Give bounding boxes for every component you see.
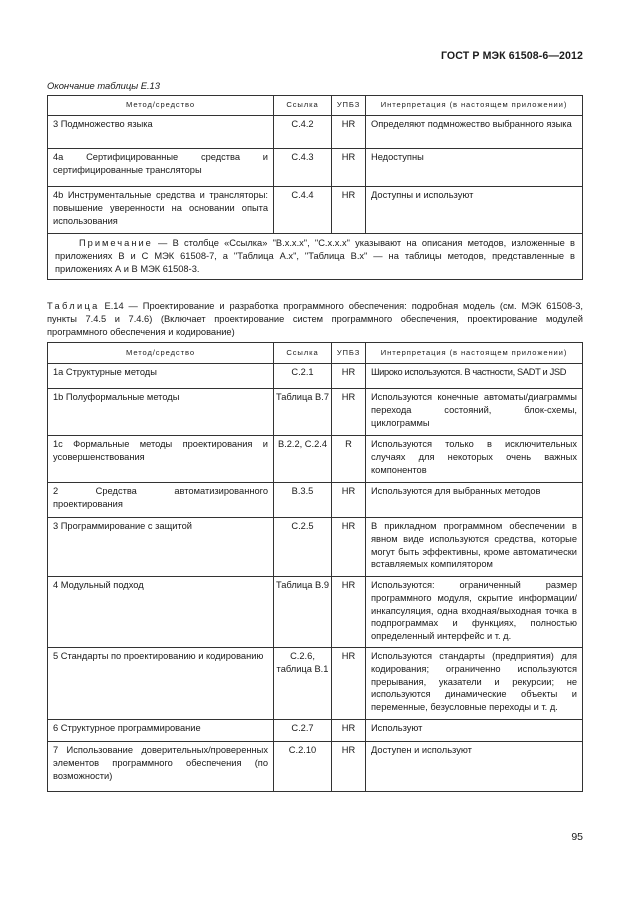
cell-interpretation: Доступны и используют xyxy=(366,187,583,234)
cell-method: 3 Подмножество языка xyxy=(48,116,274,149)
page-number: 95 xyxy=(571,831,583,843)
cell-method: 1а Структурные методы xyxy=(48,364,274,389)
table-note-row xyxy=(48,234,583,280)
cell-ref: Таблица В.9 xyxy=(274,577,332,648)
cell-method: 4 Модульный подход xyxy=(48,577,274,648)
table-e13-end xyxy=(47,95,583,280)
cell-ref: С.4.4 xyxy=(274,187,332,234)
cell-sil: HR xyxy=(332,742,366,792)
table-title-label: Таблица xyxy=(47,301,100,311)
table-row xyxy=(48,364,583,389)
cell-sil: R xyxy=(332,436,366,483)
cell-interpretation: Используются: ограниченный размер программного модуля, скрытие информации/инкапсуляция, одна входная/выходная точка в подпрограммах и функциях, полностью определенный интерфейс и т. д. xyxy=(366,577,583,648)
cell-ref: С.2.7 xyxy=(274,720,332,742)
cell-method: 4а Сертифицированные средства и сертифицированные трансляторы xyxy=(48,149,274,187)
cell-interpretation: Широко используются. В частности, SADT и JSD xyxy=(366,364,583,389)
column-header-ref: Ссылка xyxy=(274,343,332,364)
cell-method: 1b Полуформальные методы xyxy=(48,389,274,436)
cell-method: 7 Использование доверительных/проверенных элементов программного обеспечения (по возможности) xyxy=(48,742,274,792)
cell-ref: С.4.3 xyxy=(274,149,332,187)
standard-header: ГОСТ Р МЭК 61508-6—2012 xyxy=(440,50,583,62)
cell-ref: С.4.2 xyxy=(274,116,332,149)
column-header-method: Метод/средство xyxy=(48,96,274,116)
cell-method: 4b Инструментальные средства и трансляторы: повышение уверенности на основании опыта использования xyxy=(48,187,274,234)
cell-method: 3 Программирование с защитой xyxy=(48,518,274,577)
column-header-sil: УПБЗ xyxy=(332,96,366,116)
cell-interpretation: Недоступны xyxy=(366,149,583,187)
table-row xyxy=(48,648,583,720)
table-row xyxy=(48,577,583,648)
cell-interpretation: Используются конечные автоматы/диаграммы перехода состояний, блок-схемы, циклограммы xyxy=(366,389,583,436)
column-header-interpretation: Интерпретация (в настоящем приложении) xyxy=(366,343,583,364)
cell-interpretation: Используются только в исключительных случаях для некоторых очень важных компонентов xyxy=(366,436,583,483)
note-label: Примечание xyxy=(79,238,153,248)
column-header-method: Метод/средство xyxy=(48,343,274,364)
cell-method: 5 Стандарты по проектированию и кодированию xyxy=(48,648,274,720)
cell-interpretation: Используются для выбранных методов xyxy=(366,483,583,518)
column-header-interpretation: Интерпретация (в настоящем приложении) xyxy=(366,96,583,116)
cell-interpretation: В прикладном программном обеспечении в явном виде используются средства, которые могут быть эффективны, кроме автоматически вставляемых компилятором xyxy=(366,518,583,577)
table-row xyxy=(48,742,583,792)
table-row xyxy=(48,187,583,234)
cell-method: 2 Средства автоматизированного проектирования xyxy=(48,483,274,518)
table-row xyxy=(48,389,583,436)
cell-sil: HR xyxy=(332,116,366,149)
cell-interpretation: Доступен и используют xyxy=(366,742,583,792)
cell-ref: Таблица В.7 xyxy=(274,389,332,436)
cell-interpretation: Используют xyxy=(366,720,583,742)
table-row xyxy=(48,116,583,149)
cell-ref: С.2.10 xyxy=(274,742,332,792)
table-header-row xyxy=(48,343,583,364)
table-title-text: Е.14 — Проектирование и разработка программного обеспечения: подробная модель (см. МЭК 61508-3, пункты 7.4.5 и 7.4.6) (Включает проектирование систем программного обеспечения, проектирование модулей программного обеспечения и кодирование) xyxy=(47,301,583,338)
cell-sil: HR xyxy=(332,720,366,742)
table-header-row xyxy=(48,96,583,116)
cell-sil: HR xyxy=(332,483,366,518)
table-note xyxy=(48,234,583,280)
cell-method: 6 Структурное программирование xyxy=(48,720,274,742)
column-header-ref: Ссылка xyxy=(274,96,332,116)
cell-interpretation: Используются стандарты (предприятия) для кодирования; ограниченно используются прерывания, указатели и рекурсии; не используются динамические объекты и переменные, безусловные переходы и т. д. xyxy=(366,648,583,720)
table-row xyxy=(48,518,583,577)
column-header-sil: УПБЗ xyxy=(332,343,366,364)
cell-ref: С.2.6, таблица В.1 xyxy=(274,648,332,720)
table-row xyxy=(48,436,583,483)
cell-interpretation: Определяют подмножество выбранного языка xyxy=(366,116,583,149)
cell-ref: С.2.5 xyxy=(274,518,332,577)
cell-sil: HR xyxy=(332,648,366,720)
note-text: — В столбце «Ссылка» "В.х.х.х", "С.х.х.х" указывают на описания методов, изложенные в приложениях В и С МЭК 61508-7, а "Таблица А.х", "Таблица В.х" — на таблицы методов, представленные в приложениях А и В МЭК 61508-3. xyxy=(55,238,575,274)
cell-sil: HR xyxy=(332,389,366,436)
table-continuation-caption: Окончание таблицы Е.13 xyxy=(47,80,160,91)
cell-sil: HR xyxy=(332,187,366,234)
table-e14 xyxy=(47,342,583,792)
cell-ref: В.3.5 xyxy=(274,483,332,518)
cell-sil: HR xyxy=(332,518,366,577)
cell-sil: HR xyxy=(332,149,366,187)
cell-sil: HR xyxy=(332,577,366,648)
cell-ref: С.2.1 xyxy=(274,364,332,389)
cell-sil: HR xyxy=(332,364,366,389)
cell-method: 1с Формальные методы проектирования и усовершенствования xyxy=(48,436,274,483)
table-e14-title xyxy=(47,300,583,339)
table-row xyxy=(48,483,583,518)
table-row xyxy=(48,149,583,187)
cell-ref: В.2.2, С.2.4 xyxy=(274,436,332,483)
table-row xyxy=(48,720,583,742)
